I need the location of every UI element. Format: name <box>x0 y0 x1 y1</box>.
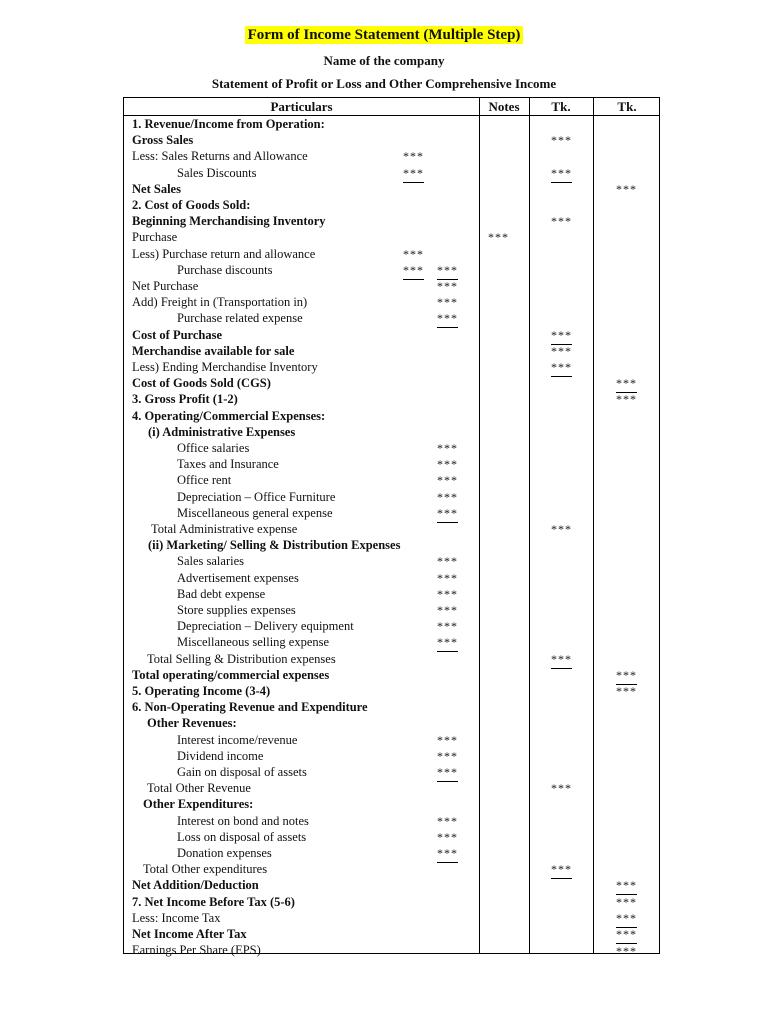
row-label: Gross Sales <box>132 133 194 148</box>
row-label: Interest on bond and notes <box>177 813 309 828</box>
amount-c4: *** <box>616 668 637 685</box>
statement-row <box>124 634 661 650</box>
statement-row <box>124 748 661 764</box>
row-label: Interest income/revenue <box>177 732 298 747</box>
statement-row <box>124 683 661 699</box>
company-name: Name of the company <box>323 53 445 68</box>
statement-row <box>124 375 661 391</box>
statement-row <box>124 343 661 359</box>
statement-row <box>124 780 661 796</box>
amount-c2: *** <box>437 748 458 763</box>
statement-row <box>124 165 661 181</box>
row-label: Cost of Goods Sold (CGS) <box>132 376 271 391</box>
statement-row <box>124 197 661 213</box>
amount-c4: *** <box>616 181 637 196</box>
amount-c4: *** <box>616 392 637 407</box>
statement-row <box>124 894 661 910</box>
row-label: 6. Non-Operating Revenue and Expenditure <box>132 700 368 715</box>
amount-c1: *** <box>403 166 424 183</box>
row-label: Depreciation – Office Furniture <box>177 489 336 504</box>
statement-row <box>124 440 661 456</box>
row-label: Net Addition/Deduction <box>132 878 259 893</box>
statement-row <box>124 667 661 683</box>
row-label: Net Sales <box>132 181 181 196</box>
row-label: Less) Ending Merchandise Inventory <box>132 360 318 374</box>
row-label: Earnings Per Share (EPS) <box>132 943 261 958</box>
amount-c2: *** <box>437 473 458 488</box>
row-label: Depreciation – Delivery equipment <box>177 619 354 634</box>
amount-c3: *** <box>551 214 572 229</box>
row-label: Gain on disposal of assets <box>177 765 307 779</box>
amount-c2: *** <box>437 554 458 569</box>
statement-row <box>124 132 661 148</box>
row-label: Purchase <box>132 230 178 245</box>
statement-row <box>124 715 661 731</box>
row-label: Cost of Purchase <box>132 327 223 342</box>
amount-c3: *** <box>551 166 572 183</box>
row-label: 1. Revenue/Income from Operation: <box>132 117 325 131</box>
statement-row <box>124 456 661 472</box>
row-label: Miscellaneous general expense <box>177 505 333 520</box>
row-label: Less: Income Tax <box>132 910 221 925</box>
statement-row <box>124 424 661 440</box>
row-label: Bad debt expense <box>177 586 266 601</box>
row-label: Office salaries <box>177 441 250 455</box>
statement-row <box>124 877 661 893</box>
row-label: 3. Gross Profit (1-2) <box>132 392 238 407</box>
amount-c3: *** <box>551 133 572 148</box>
row-label: 5. Operating Income (3-4) <box>132 684 271 698</box>
statement-row <box>124 148 661 164</box>
row-label: Dividend income <box>177 748 264 763</box>
amount-c2: *** <box>437 279 458 293</box>
statement-row <box>124 229 661 245</box>
statement-row <box>124 246 661 262</box>
amount-c2: *** <box>437 295 458 310</box>
statement-row <box>124 294 661 310</box>
row-label: Store supplies expenses <box>177 603 296 617</box>
row-label: Other Expenditures: <box>143 797 254 812</box>
amount-c1: *** <box>403 246 424 261</box>
amount-c2: *** <box>437 619 458 634</box>
column-header-particulars: Particulars <box>270 99 333 114</box>
statement-row <box>124 764 661 780</box>
amount-c3: *** <box>551 862 572 879</box>
amount-c2: *** <box>437 846 458 863</box>
amount-c2: *** <box>437 457 458 472</box>
amount-c4: *** <box>616 878 637 895</box>
amount-c2: *** <box>437 311 458 328</box>
amount-c2: *** <box>437 586 458 601</box>
amount-c3: *** <box>551 652 572 669</box>
row-label: Purchase related expense <box>177 311 303 326</box>
row-label: Advertisement expenses <box>177 570 299 585</box>
row-label: Total Administrative expense <box>151 522 298 536</box>
row-label: Total Selling & Distribution expenses <box>147 651 336 666</box>
amount-c4: *** <box>616 376 637 393</box>
amount-c2: *** <box>437 263 458 280</box>
row-label: Less: Sales Returns and Allowance <box>132 149 308 164</box>
amount-c3: *** <box>551 360 572 377</box>
income-statement-table <box>123 97 660 959</box>
amount-c1: *** <box>403 263 424 280</box>
amount-c4: *** <box>616 911 637 928</box>
row-label: Office rent <box>177 473 232 488</box>
statement-row <box>124 732 661 748</box>
amount-c4: *** <box>616 894 637 909</box>
statement-row <box>124 391 661 407</box>
statement-row <box>124 521 661 537</box>
statement-row <box>124 586 661 602</box>
amount-c2: *** <box>437 603 458 617</box>
row-label: Add) Freight in (Transportation in) <box>132 295 308 310</box>
statement-row <box>124 910 661 926</box>
row-label: Beginning Merchandising Inventory <box>132 214 326 229</box>
row-label: Miscellaneous selling expense <box>177 635 330 650</box>
amount-c3: *** <box>551 343 572 358</box>
row-label: Taxes and Insurance <box>177 457 279 472</box>
form-title <box>0 26 768 44</box>
statement-row <box>124 408 661 424</box>
amount-c2: *** <box>437 765 458 782</box>
row-label: Total operating/commercial expenses <box>132 667 330 682</box>
amount-c4: *** <box>616 684 637 698</box>
row-label: (ii) Marketing/ Selling & Distribution Expenses <box>148 538 401 553</box>
statement-row <box>124 359 661 375</box>
row-label: Total Other expenditures <box>143 862 268 877</box>
statement-row <box>124 181 661 197</box>
form-title-text: Form of Income Statement (Multiple Step) <box>245 26 524 44</box>
statement-row <box>124 505 661 521</box>
row-label: 2. Cost of Goods Sold: <box>132 198 251 212</box>
statement-row <box>124 829 661 845</box>
statement-row <box>124 926 661 942</box>
statement-row <box>124 861 661 877</box>
row-label: Loss on disposal of assets <box>177 829 307 844</box>
column-header-tk-2: Tk. <box>617 99 637 114</box>
statement-row <box>124 618 661 634</box>
amount-c2: *** <box>437 489 458 504</box>
statement-row <box>124 602 661 618</box>
amount-c2: *** <box>437 813 458 828</box>
amount-c1: *** <box>403 149 424 164</box>
amount-c2: *** <box>437 829 458 844</box>
row-label: Merchandise available for sale <box>132 343 295 358</box>
statement-row <box>124 699 661 715</box>
row-label: 7. Net Income Before Tax (5-6) <box>132 894 295 909</box>
notes-amount: *** <box>488 230 509 245</box>
statement-row <box>124 116 661 132</box>
row-label: Purchase discounts <box>177 262 273 277</box>
row-label: Sales salaries <box>177 554 244 569</box>
statement-row <box>124 537 661 553</box>
statement-row <box>124 796 661 812</box>
statement-row <box>124 327 661 343</box>
statement-row <box>124 553 661 569</box>
statement-row <box>124 213 661 229</box>
row-label: Total Other Revenue <box>147 781 251 796</box>
statement-row <box>124 472 661 488</box>
row-label: Net Income After Tax <box>132 927 247 941</box>
statement-row <box>124 813 661 829</box>
row-label: 4. Operating/Commercial Expenses: <box>132 408 326 423</box>
amount-c3: *** <box>551 781 572 796</box>
amount-c4: *** <box>616 927 637 944</box>
row-label: Net Purchase <box>132 279 199 293</box>
amount-c2: *** <box>437 570 458 585</box>
statement-row <box>124 942 661 958</box>
statement-row <box>124 651 661 667</box>
statement-title: Statement of Profit or Loss and Other Comprehensive Income <box>211 76 557 91</box>
amount-c3: *** <box>551 522 572 536</box>
statement-row <box>124 570 661 586</box>
row-label: Other Revenues: <box>147 716 237 731</box>
row-label: Donation expenses <box>177 846 272 860</box>
column-header-tk-1: Tk. <box>551 99 571 114</box>
statement-row <box>124 845 661 861</box>
statement-row <box>124 489 661 505</box>
amount-c3: *** <box>551 328 572 345</box>
amount-c2: *** <box>437 732 458 747</box>
row-label: Sales Discounts <box>177 165 257 180</box>
amount-c4: *** <box>616 944 637 959</box>
amount-c2: *** <box>437 441 458 455</box>
column-header-notes: Notes <box>488 99 520 114</box>
row-label: (i) Administrative Expenses <box>148 424 296 439</box>
amount-c2: *** <box>437 506 458 523</box>
statement-row <box>124 310 661 326</box>
row-label: Less) Purchase return and allowance <box>132 246 316 261</box>
statement-row <box>124 262 661 278</box>
amount-c2: *** <box>437 635 458 652</box>
statement-row <box>124 278 661 294</box>
